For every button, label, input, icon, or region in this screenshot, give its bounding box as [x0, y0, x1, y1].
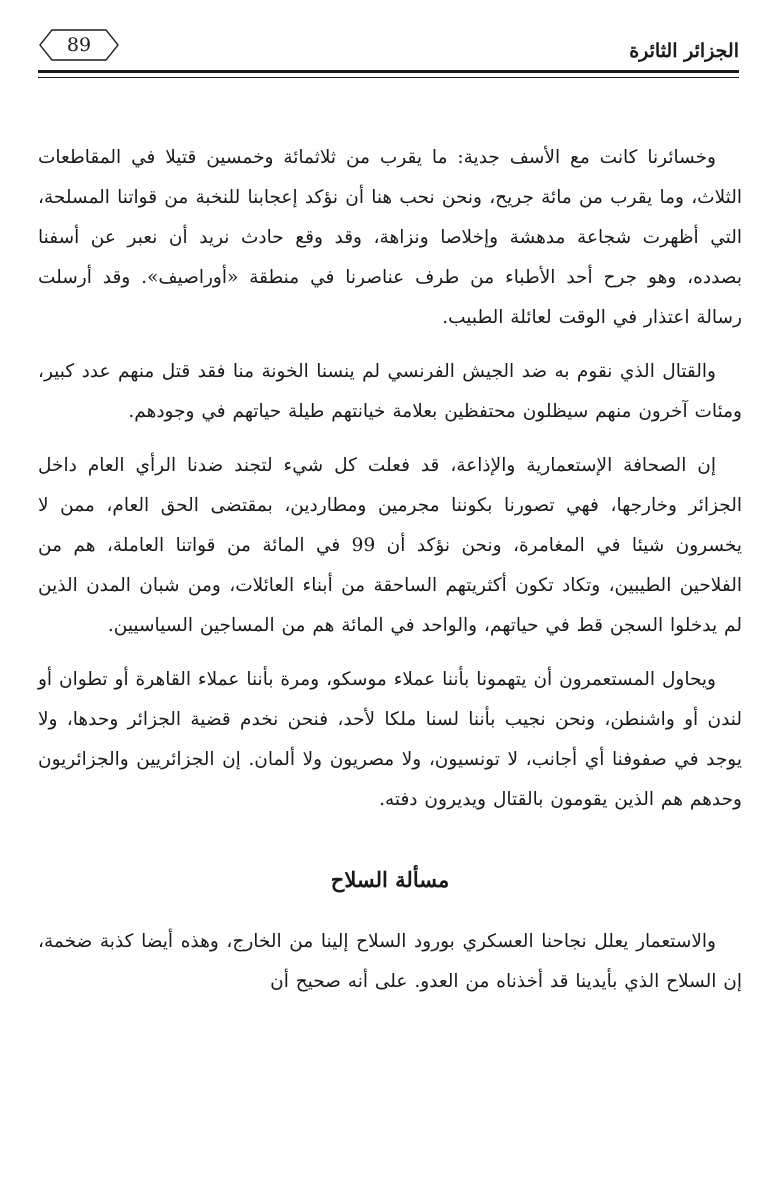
paragraph-weapons: والاستعمار يعلل نجاحنا العسكري بورود السلاح إلينا من الخارج، وهذه أيضا كذبة ضخمة، إن السلاح الذي بأيدينا قد أخذناه من العدو. على أنه صحيح أن — [38, 931, 742, 992]
running-header — [38, 26, 739, 76]
section-heading-weapons: مسألة السلاح — [330, 867, 450, 892]
paragraph-losses: وخسائرنا كانت مع الأسف جدية: ما يقرب من ثلاثمائة وخمسين قتيلا في المقاطعات الثلاث، وما يقرب من مائة جريح، ونحن نحب هنا أن نؤكد إعجابنا للنخبة من قواتنا المسلحة، التي أظهرت شجاعة مدهشة وإخلاصا ونزاهة، وقد وقع حادث نريد أن نعبر عن أسفنا بصدده، وهو جرح أحد الأطباء من طرف عناصرنا في منطقة «أوراصيف». وقد أرسلت رسالة اعتذار في الوقت لعائلة الطبيب. — [38, 147, 742, 328]
page-number-badge — [38, 28, 120, 62]
running-title: الجزائر الثائرة — [629, 40, 739, 62]
page-body — [38, 138, 742, 1016]
page-number: 89 — [66, 34, 92, 56]
paragraph-press: إن الصحافة الإستعمارية والإذاعة، قد فعلت كل شيء لتجند ضدنا الرأي العام داخل الجزائر وخارجها، فهي تصورنا بكوننا مجرمين ومطاردين، بمقتضى الحق العام، ممن لا يخسرون شيئا في المغامرة، ونحن نؤكد أن 99 في المائة من قواتنا العاملة، هم من الفلاحين الطيبين، وتكاد تكون أكثريتهم الساحقة من أبناء العائلات، ومن شبان المدن الذين لم يدخلوا السجن قط في حياتهم، والواحد في المائة هم من المساجين السياسيين. — [38, 455, 742, 636]
header-rule-thick — [38, 70, 739, 73]
header-rule-thin — [38, 77, 739, 78]
paragraph-traitors: والقتال الذي نقوم به ضد الجيش الفرنسي لم ينسنا الخونة منا فقد قتل منهم عدد كبير، ومئات آخرون منهم سيظلون محتفظين بعلامة خيانتهم طيلة حياتهم في وجودهم. — [38, 361, 742, 422]
paragraph-accusations: ويحاول المستعمرون أن يتهمونا بأننا عملاء موسكو، ومرة بأننا عملاء القاهرة أو تطوان أو لندن أو واشنطن، ونحن نجيب بأننا لسنا ملكا لأحد، فنحن نخدم قضية الجزائر وحدها، ولا يوجد في صفوفنا أي أجانب، لا تونسيون، ولا مصريون ولا ألمان. إن الجزائريين والجزائريون وحدهم هم الذين يقومون بالقتال ويديرون دفته. — [38, 669, 742, 810]
